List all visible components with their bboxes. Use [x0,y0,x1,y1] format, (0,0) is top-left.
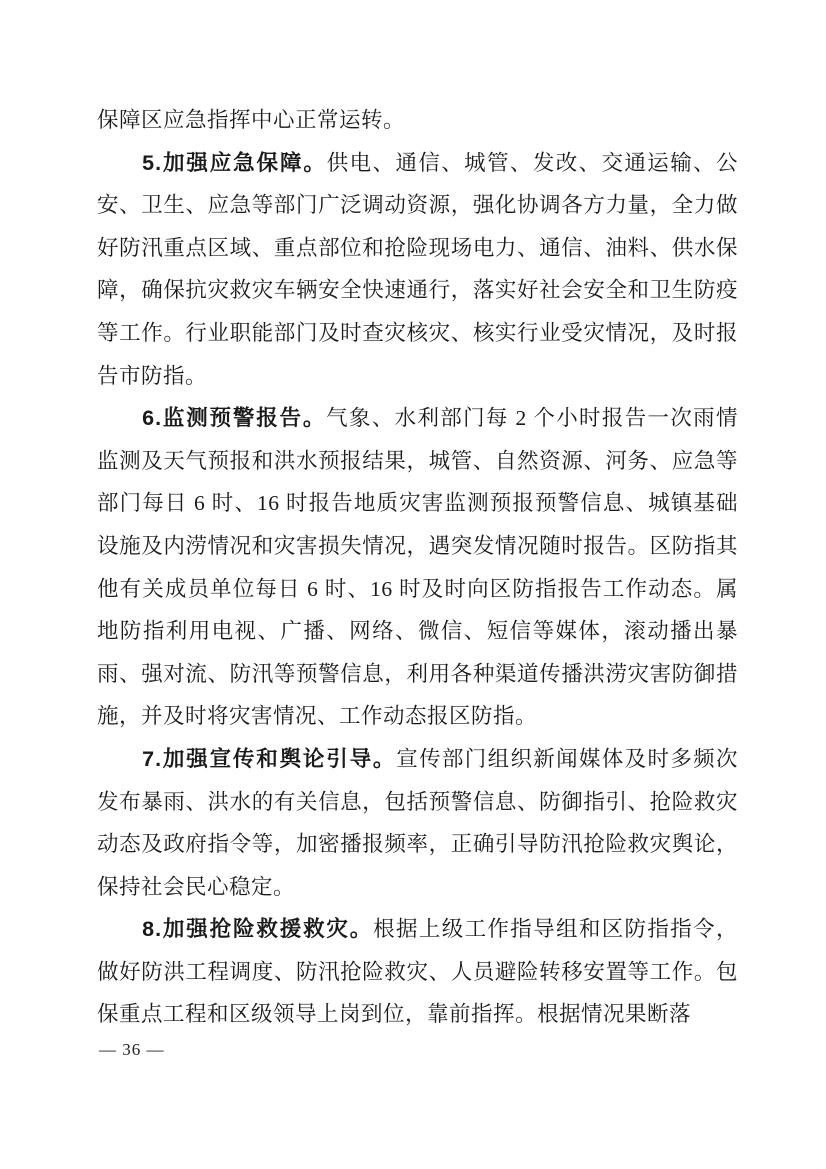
paragraph-continuation [97,99,738,142]
item-5-heading: 5.加强应急保障。 [142,150,327,175]
paragraph-item-7 [97,738,738,908]
page-number: — 36 — [99,1040,165,1059]
item-7-text: 宣传部门组织新闻媒体及时多频次发布暴雨、洪水的有关信息，包括预警信息、防御指引、抢险救灾动态及政府指令等，加密播报频率，正确引导防汛抢险救灾舆论，保持社会民心稳定。 [97,746,738,899]
paragraph-item-6 [97,397,738,738]
item-8-text: 根据上级工作指导组和区防指指令，做好防洪工程调度、防汛抢险救灾、人员避险转移安置等工作。包保重点工程和区级领导上岗到位，靠前指挥。根据情况果断落 [97,917,738,1027]
item-6-heading: 6.监测预警报告。 [142,406,327,431]
item-7-heading: 7.加强宣传和舆论引导。 [142,746,397,771]
item-6-text: 气象、水利部门每 2 个小时报告一次雨情监测及天气预报和洪水预报结果，城管、自然资源、河务、应急等部门每日 6 时、16 时报告地质灾害监测预报预警信息、城镇基础设施及内涝情况和灾害损失情况，遇突发情况随时报告。区防指其他有关成员单位每日 6 时、16 时及时向区防指报告工作动态。属地防指利用电视、广播、网络、微信、短信等媒体，滚动播出暴雨、强对流、防汛等预警信息，利用各种渠道传播洪涝灾害防御措施，并及时将灾害情况、工作动态报区防指。 [97,406,738,729]
paragraph-text: 保障区应急指挥中心正常运转。 [97,108,406,132]
paragraph-item-8 [97,908,738,1036]
document-body [97,99,738,1036]
paragraph-item-5 [97,142,738,398]
item-8-heading: 8.加强抢险救援救灾。 [142,917,374,942]
item-5-text: 供电、通信、城管、发改、交通运输、公安、卫生、应急等部门广泛调动资源，强化协调各方力量，全力做好防汛重点区域、重点部位和抢险现场电力、通信、油料、供水保障，确保抗灾救灾车辆安全快速通行，落实好社会安全和卫生防疫等工作。行业职能部门及时查灾核灾、核实行业受灾情况，及时报告市防指。 [97,150,738,388]
